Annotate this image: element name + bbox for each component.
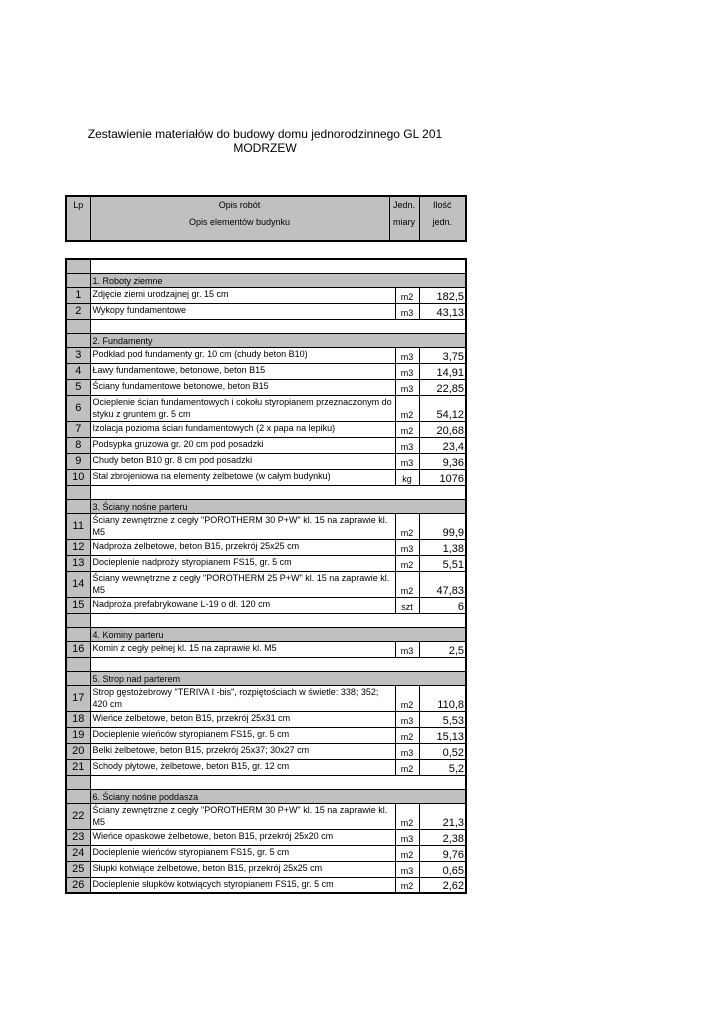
- row-description: Docieplenie nadproży styropianem FS15, gr. 5 cm: [90, 555, 395, 571]
- section-header-row: [66, 627, 466, 641]
- row-description: Słupki kotwiące żelbetowe, beton B15, przekrój 25x25 cm: [90, 861, 395, 877]
- row-quantity: 5,51: [419, 555, 466, 571]
- row-description: Ściany fundamentowe betonowe, beton B15: [90, 379, 395, 395]
- row-quantity: 1,38: [419, 539, 466, 555]
- section-title: 5. Strop nad parterem: [90, 671, 466, 685]
- row-lp: 24: [66, 845, 90, 861]
- table-row: [66, 395, 466, 421]
- header-ilosc-line1: Ilość: [432, 200, 452, 210]
- document-title-line2: MODRZEW: [233, 141, 297, 155]
- row-unit: m2: [395, 513, 419, 539]
- materials-table: [65, 258, 467, 894]
- section-header-row: [66, 499, 466, 513]
- row-unit: m3: [395, 641, 419, 657]
- row-lp: 26: [66, 877, 90, 893]
- row-unit: m3: [395, 347, 419, 363]
- section-title: 3. Ściany nośne parteru: [90, 499, 466, 513]
- section-header-row: [66, 789, 466, 803]
- row-description: Wykopy fundamentowe: [90, 303, 395, 319]
- row-quantity: 5,53: [419, 711, 466, 727]
- row-lp: 3: [66, 347, 90, 363]
- row-lp: 14: [66, 571, 90, 597]
- row-quantity: 99,9: [419, 513, 466, 539]
- row-quantity: 9,76: [419, 845, 466, 861]
- row-description: Belki żelbetowe, beton B15, przekrój 25x37; 30x27 cm: [90, 743, 395, 759]
- header-opis: [90, 196, 389, 241]
- row-lp: 21: [66, 759, 90, 775]
- section-header-row: [66, 273, 466, 287]
- spacer-row: [66, 657, 466, 671]
- row-description: Wieńce opaskowe żelbetowe, beton B15, przekrój 25x20 cm: [90, 829, 395, 845]
- row-quantity: 3,75: [419, 347, 466, 363]
- header-opis-line1: Opis robót: [218, 200, 261, 210]
- table-row: [66, 555, 466, 571]
- row-description: Docieplenie wieńców styropianem FS15, gr. 5 cm: [90, 845, 395, 861]
- row-quantity: 23,4: [419, 437, 466, 453]
- row-lp: 17: [66, 685, 90, 711]
- row-quantity: 54,12: [419, 395, 466, 421]
- row-unit: kg: [395, 469, 419, 485]
- row-unit: m2: [395, 877, 419, 893]
- row-quantity: 6: [419, 597, 466, 613]
- table-row: [66, 303, 466, 319]
- row-lp: 12: [66, 539, 90, 555]
- table-row: [66, 539, 466, 555]
- table-row: [66, 803, 466, 829]
- table-row: [66, 379, 466, 395]
- section-title: 4. Kominy parteru: [90, 627, 466, 641]
- section-title: 1. Roboty ziemne: [90, 273, 466, 287]
- row-unit: m2: [395, 727, 419, 743]
- row-quantity: 2,62: [419, 877, 466, 893]
- row-lp: 11: [66, 513, 90, 539]
- row-lp: 19: [66, 727, 90, 743]
- row-quantity: 20,68: [419, 421, 466, 437]
- row-unit: m3: [395, 437, 419, 453]
- table-row: [66, 437, 466, 453]
- row-lp: 8: [66, 437, 90, 453]
- row-quantity: 1076: [419, 469, 466, 485]
- row-description: Stal zbrojeniowa na elementy żelbetowe (w całym budynku): [90, 469, 395, 485]
- row-lp: 4: [66, 363, 90, 379]
- row-unit: m2: [395, 803, 419, 829]
- spacer-row: [66, 613, 466, 627]
- table-row: [66, 453, 466, 469]
- row-description: Podkład pod fundamenty gr. 10 cm (chudy beton B10): [90, 347, 395, 363]
- row-unit: m3: [395, 453, 419, 469]
- row-lp: 6: [66, 395, 90, 421]
- row-quantity: 14,91: [419, 363, 466, 379]
- row-unit: m2: [395, 759, 419, 775]
- table-row: [66, 287, 466, 303]
- row-quantity: 2,5: [419, 641, 466, 657]
- row-lp: 13: [66, 555, 90, 571]
- header-ilosc: [419, 196, 466, 241]
- section-title: 2. Fundamenty: [90, 333, 466, 347]
- table-row: [66, 829, 466, 845]
- table-row: [66, 759, 466, 775]
- row-unit: m2: [395, 287, 419, 303]
- row-lp: 15: [66, 597, 90, 613]
- row-unit: m3: [395, 363, 419, 379]
- row-unit: m2: [395, 555, 419, 571]
- row-description: Schody płytowe, żelbetowe, beton B15, gr. 12 cm: [90, 759, 395, 775]
- row-quantity: 22,85: [419, 379, 466, 395]
- row-unit: m3: [395, 303, 419, 319]
- row-description: Ściany zewnętrzne z cegły "POROTHERM 30 P+W" kl. 15 na zaprawie kl. M5: [90, 513, 395, 539]
- row-quantity: 0,65: [419, 861, 466, 877]
- row-lp: 10: [66, 469, 90, 485]
- table-row: [66, 845, 466, 861]
- row-quantity: 2,38: [419, 829, 466, 845]
- spacer-row: [66, 485, 466, 499]
- table-row: [66, 421, 466, 437]
- section-title: 6. Ściany nośne poddasza: [90, 789, 466, 803]
- row-description: Ściany wewnętrzne z cegły "POROTHERM 25 P+W" kl. 15 na zaprawie kl. M5: [90, 571, 395, 597]
- row-quantity: 9,36: [419, 453, 466, 469]
- row-unit: m2: [395, 421, 419, 437]
- row-quantity: 110,8: [419, 685, 466, 711]
- section-header-row: [66, 671, 466, 685]
- row-description: Ocieplenie ścian fundamentowych i cokołu styropianem przeznaczonym do styku z gruntem gr. 5 cm: [90, 395, 395, 421]
- row-description: Izolacja pozioma ścian fundamentowych (2 x papa na lepiku): [90, 421, 395, 437]
- row-quantity: 47,83: [419, 571, 466, 597]
- row-unit: m3: [395, 743, 419, 759]
- row-unit: m2: [395, 685, 419, 711]
- row-description: Nadproża prefabrykowane L-19 o dł. 120 cm: [90, 597, 395, 613]
- header-ilosc-line2: jedn.: [432, 217, 453, 227]
- row-description: Wieńce żelbetowe, beton B15, przekrój 25x31 cm: [90, 711, 395, 727]
- table-row: [66, 513, 466, 539]
- row-lp: 16: [66, 641, 90, 657]
- row-unit: m3: [395, 711, 419, 727]
- header-opis-line2: Opis elementów budynku: [188, 217, 291, 227]
- row-quantity: 0,52: [419, 743, 466, 759]
- row-lp: 25: [66, 861, 90, 877]
- row-description: Ławy fundamentowe, betonowe, beton B15: [90, 363, 395, 379]
- row-quantity: 15,13: [419, 727, 466, 743]
- spacer-row: [66, 775, 466, 789]
- row-lp: 5: [66, 379, 90, 395]
- row-description: Komin z cegły pełnej kl. 15 na zaprawie kl. M5: [90, 641, 395, 657]
- table-row: [66, 727, 466, 743]
- row-description: Docieplenie słupków kotwiących styropianem FS15, gr. 5 cm: [90, 877, 395, 893]
- row-lp: 2: [66, 303, 90, 319]
- row-unit: m2: [395, 845, 419, 861]
- table-row: [66, 363, 466, 379]
- row-unit: m2: [395, 395, 419, 421]
- row-quantity: 182,5: [419, 287, 466, 303]
- table-header: [65, 195, 467, 242]
- row-lp: 18: [66, 711, 90, 727]
- header-lp: Lp: [66, 196, 90, 241]
- row-lp: 7: [66, 421, 90, 437]
- section-header-row: [66, 333, 466, 347]
- row-description: Docieplenie wieńców styropianem FS15, gr. 5 cm: [90, 727, 395, 743]
- table-row: [66, 571, 466, 597]
- table-row: [66, 469, 466, 485]
- row-description: Podsypka gruzowa gr. 20 cm pod posadzki: [90, 437, 395, 453]
- header-jedn-line2: miary: [393, 217, 415, 227]
- row-unit: szt: [395, 597, 419, 613]
- row-description: Nadproża żelbetowe, beton B15, przekrój 25x25 cm: [90, 539, 395, 555]
- table-row: [66, 685, 466, 711]
- row-lp: 1: [66, 287, 90, 303]
- document-title-line1: Zestawienie materiałów do budowy domu jednorodzinnego GL 201: [87, 127, 443, 141]
- spacer-row: [66, 259, 466, 273]
- row-unit: m3: [395, 379, 419, 395]
- row-unit: m3: [395, 829, 419, 845]
- row-lp: 9: [66, 453, 90, 469]
- spacer-row: [66, 319, 466, 333]
- row-quantity: 5,2: [419, 759, 466, 775]
- row-description: Chudy beton B10 gr. 8 cm pod posadzki: [90, 453, 395, 469]
- table-row: [66, 641, 466, 657]
- row-unit: m3: [395, 539, 419, 555]
- row-description: Strop gęstożebrowy "TERIVA I -bis", rozpiętościach w świetle: 338; 352; 420 cm: [90, 685, 395, 711]
- table-row: [66, 597, 466, 613]
- table-row: [66, 743, 466, 759]
- table-row: [66, 711, 466, 727]
- table-row: [66, 877, 466, 893]
- row-description: Ściany zewnętrzne z cegły "POROTHERM 30 P+W" kl. 15 na zaprawie kl. M5: [90, 803, 395, 829]
- row-unit: m2: [395, 571, 419, 597]
- row-lp: 22: [66, 803, 90, 829]
- row-quantity: 43,13: [419, 303, 466, 319]
- table-row: [66, 861, 466, 877]
- header-jedn: [389, 196, 419, 241]
- header-jedn-line1: Jedn.: [392, 200, 416, 210]
- row-lp: 20: [66, 743, 90, 759]
- table-row: [66, 347, 466, 363]
- row-quantity: 21,3: [419, 803, 466, 829]
- row-lp: 23: [66, 829, 90, 845]
- row-description: Zdjęcie ziemi urodzajnej gr. 15 cm: [90, 287, 395, 303]
- row-unit: m3: [395, 861, 419, 877]
